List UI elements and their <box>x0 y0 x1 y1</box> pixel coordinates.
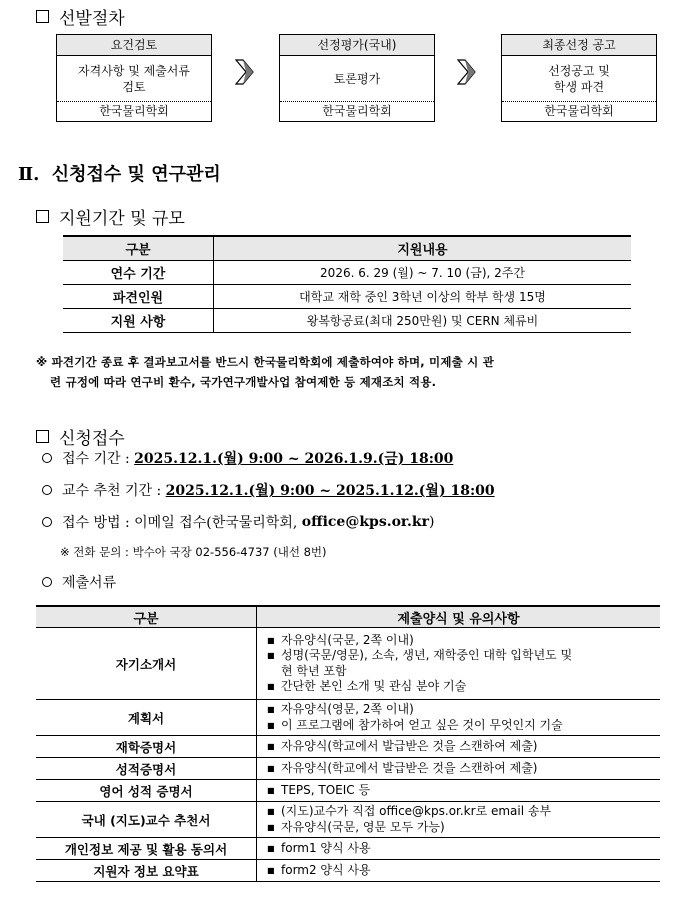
table-row <box>36 838 660 860</box>
list-item: ■ 자유양식(영문, 2쪽 이내) <box>267 702 660 718</box>
section-title: 신청접수 <box>59 429 125 449</box>
flow-step-3 <box>501 34 657 122</box>
flow-step-header: 선정평가(국내) <box>280 35 434 56</box>
circle-bullet-icon <box>42 453 52 463</box>
section-support-period <box>36 204 185 229</box>
checkbox-square-icon <box>36 430 49 443</box>
row-value: 왕복항공료(최대 250만원) 및 CERN 체류비 <box>214 309 632 333</box>
flow-step-footer: 한국물리학회 <box>57 101 211 121</box>
support-table <box>63 235 631 333</box>
checkbox-square-icon <box>36 210 49 223</box>
flow-step-footer: 한국물리학회 <box>280 101 434 121</box>
chevron-right-icon <box>233 58 255 86</box>
method-email: office@kps.or.kr <box>301 514 429 530</box>
apply-method <box>42 512 434 532</box>
period-value: 2025.12.1.(월) 9:00 ~ 2026.1.9.(금) 18:00 <box>134 451 454 467</box>
row-value <box>257 838 661 860</box>
table-row <box>63 285 631 309</box>
list-item: ■ 간단한 본인 소개 및 관심 분야 기술 <box>267 679 660 695</box>
row-label: 개인정보 제공 및 활용 동의서 <box>36 838 257 860</box>
row-value <box>257 860 661 882</box>
circle-bullet-icon <box>42 577 52 587</box>
row-label: 연수 기간 <box>63 261 214 285</box>
row-label: 파견인원 <box>63 285 214 309</box>
flow-step-footer: 한국물리학회 <box>502 101 656 121</box>
flow-step-2 <box>279 34 435 122</box>
row-value: 대학교 재학 중인 3학년 이상의 학부 학생 15명 <box>214 285 632 309</box>
section-application <box>36 424 125 449</box>
list-item: ■ form1 양식 사용 <box>267 841 660 857</box>
rec-value: 2025.12.1.(월) 9:00 ~ 2025.1.12.(월) 18:00 <box>165 483 495 499</box>
chapter-number: Ⅱ. <box>18 164 40 185</box>
checkbox-square-icon <box>36 10 49 23</box>
row-value <box>257 736 661 758</box>
flow-body-line: 검토 <box>122 79 146 94</box>
row-label: 성적증명서 <box>36 758 257 780</box>
docs-table <box>36 605 660 882</box>
table-header-cell: 지원내용 <box>214 236 632 261</box>
list-item <box>267 648 660 679</box>
table-header-cell: 구분 <box>36 606 257 628</box>
circle-bullet-icon <box>42 517 52 527</box>
notice-line: ※ 파견기간 종료 후 결과보고서를 반드시 한국물리학회에 제출하여야 하며, 미제출 시 관 <box>36 355 494 369</box>
apply-recommendation <box>42 480 495 500</box>
circle-bullet-icon <box>42 485 52 495</box>
row-value <box>257 758 661 780</box>
section-title: 지원기간 및 규모 <box>59 209 185 229</box>
table-header-row <box>63 236 631 261</box>
flow-step-body <box>280 56 434 101</box>
list-item: ■ 자유양식(국문, 2쪽 이내) <box>267 633 660 649</box>
row-label: 재학증명서 <box>36 736 257 758</box>
method-end: ) <box>428 514 435 530</box>
notice-line: 련 규정에 따라 연구비 환수, 국가연구개발사업 참여제한 등 제재조치 적용. <box>50 375 437 389</box>
row-label: 영어 성적 증명서 <box>36 780 257 802</box>
method-label: 접수 방법 : 이메일 접수(한국물리학회, <box>62 515 302 531</box>
row-label: 국내 (지도)교수 추천서 <box>36 802 257 838</box>
flow-step-body <box>57 56 211 101</box>
flow-body-line: 선정공고 및 <box>548 63 610 78</box>
apply-period <box>42 448 453 468</box>
table-row <box>63 261 631 285</box>
list-item: ■ 자유양식(국문, 영문 모두 가능) <box>267 820 660 836</box>
list-item: ■ 이 프로그램에 참가하여 얻고 싶은 것이 무엇인지 기술 <box>267 718 660 734</box>
table-row <box>36 628 660 700</box>
phone-inquiry: ※ 전화 문의 : 박수아 국장 02-556-4737 (내선 8번) <box>60 545 327 559</box>
list-item: ■ form2 양식 사용 <box>267 863 660 879</box>
notice <box>36 352 666 392</box>
row-label: 계획서 <box>36 700 257 736</box>
row-value <box>257 780 661 802</box>
list-item-text: 현 학년 포함 <box>281 663 347 678</box>
row-value <box>257 700 661 736</box>
row-value <box>257 802 661 838</box>
table-header-cell: 제출양식 및 유의사항 <box>257 606 661 628</box>
flow-body-line: 토론평가 <box>333 71 381 86</box>
flow-step-1 <box>56 34 212 122</box>
docs-heading <box>42 572 116 592</box>
row-value <box>257 628 661 700</box>
section-title: 선발절차 <box>59 9 125 29</box>
list-item: ■ (지도)교수가 직접 office@kps.or.kr로 email 송부 <box>267 804 660 820</box>
list-item: ■ 자유양식(학교에서 발급받은 것을 스캔하여 제출) <box>267 761 660 777</box>
flow-step-header: 최종선정 공고 <box>502 35 656 56</box>
list-item: ■ TEPS, TOEIC 등 <box>267 783 660 799</box>
table-row <box>36 802 660 838</box>
chapter-heading <box>18 160 221 186</box>
table-row <box>36 736 660 758</box>
chevron-right-icon <box>455 58 477 86</box>
flow-step-body <box>502 56 656 101</box>
table-header-row <box>36 606 660 628</box>
chapter-title: 신청접수 및 연구관리 <box>51 164 221 185</box>
row-label: 자기소개서 <box>36 628 257 700</box>
list-item-text: 성명(국문/영문), 소속, 생년, 재학중인 대학 입학년도 및 <box>281 648 573 662</box>
section-selection-process <box>36 4 125 29</box>
list-item: ■ 자유양식(학교에서 발급받은 것을 스캔하여 제출) <box>267 739 660 755</box>
docs-label: 제출서류 <box>62 575 117 591</box>
period-label: 접수 기간 : <box>62 451 135 467</box>
table-header-cell: 구분 <box>63 236 214 261</box>
table-row <box>36 860 660 882</box>
table-row <box>36 700 660 736</box>
table-row <box>36 758 660 780</box>
row-value: 2026. 6. 29 (월) ~ 7. 10 (금), 2주간 <box>214 261 632 285</box>
table-row <box>36 780 660 802</box>
flow-body-line: 자격사항 및 제출서류 <box>78 63 190 78</box>
rec-label: 교수 추천 기간 : <box>62 483 166 499</box>
table-row <box>63 309 631 333</box>
flow-step-header: 요건검토 <box>57 35 211 56</box>
flow-body-line: 학생 파견 <box>553 79 605 94</box>
row-label: 지원자 정보 요약표 <box>36 860 257 882</box>
row-label: 지원 사항 <box>63 309 214 333</box>
